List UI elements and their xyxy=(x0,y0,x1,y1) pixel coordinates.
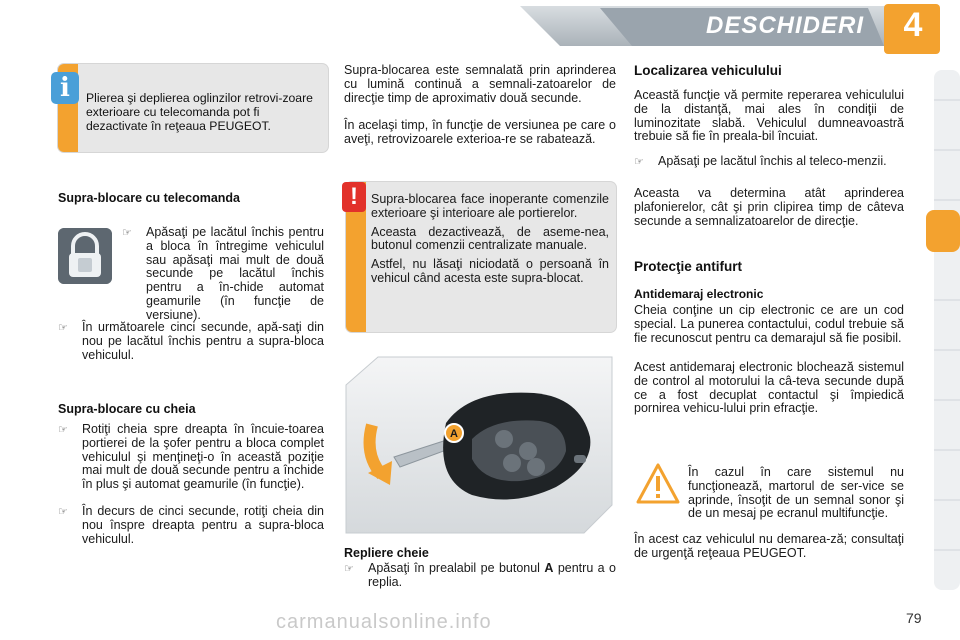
heading-antitheft: Protecţie antifurt xyxy=(634,259,743,274)
immobiliser-paragraph-1: Cheia conţine un cip electronic ce are un cod special. La punerea contactului, codul trebuie să fie recunoscut pentru ca demarajul să fie posibil. xyxy=(634,303,904,345)
no-start-paragraph: În acest caz vehiculul nu demarea-ză; consultaţi de urgenţă reţeaua PEUGEOT. xyxy=(634,532,904,560)
chapter-title: DESCHIDERI xyxy=(705,12,865,39)
heading-fold-key: Repliere cheie xyxy=(344,546,429,560)
fold-bullet-pre: Apăsaţi în prealabil pe butonul xyxy=(368,561,545,575)
info-text: Plierea şi deplierea oglinzilor retrovi-zoare exterioare cu telecomanda pot fi dezactivate în reţeaua PEUGEOT. xyxy=(86,91,313,133)
locate-paragraph-1: Această funcţie vă permite reperarea vehiculului de la distanţă, mai ales în condiţii de luminozitate slabă. Vehiculul dumneavoastră trebuie să fie în preala-bil încuiat. xyxy=(634,88,904,144)
remote-bullet-1-text: Apăsaţi pe lacătul închis pentru a bloca în întregime vehiculul sau apăsaţi mai mult de două secunde pe lacătul închis pentru a în-chide automat geamurile (în funcţie de versiune). xyxy=(146,225,324,322)
bullet-icon: ☞ xyxy=(634,156,644,168)
fold-bullet xyxy=(344,562,616,590)
bullet-icon: ☞ xyxy=(344,563,354,575)
padlock-button-icon xyxy=(58,228,112,284)
locate-bullet-text: Apăsaţi pe lacătul închis al teleco-menzii. xyxy=(658,154,887,168)
warning-icon: ! xyxy=(342,182,366,212)
page-number: 79 xyxy=(906,610,922,626)
key-bullet-2 xyxy=(58,505,324,546)
key-bullet-1-text: Rotiţi cheia spre dreapta în încuie-toarea portierei de la şofer pentru a bloca complet vehiculul şi menţineţi-o în această poziţie mai mult de două secunde pentru a închide în plus şi automat geamurile (în funcţie). xyxy=(82,422,324,492)
button-a-label: A xyxy=(450,428,458,440)
bullet-icon: ☞ xyxy=(58,322,68,334)
key-bullet-2-text: În decurs de cinci secunde, rotiţi cheia din nou înspre dreapta pentru a supra-bloca vehiculul. xyxy=(82,504,324,546)
remote-bullet-2-text: În următoarele cinci secunde, apă-saţi din nou pe lacătul închis pentru a supra-bloca vehiculul. xyxy=(82,320,324,362)
fold-button-ref: A xyxy=(544,561,554,575)
warning-text xyxy=(371,193,609,291)
chapter-number: 4 xyxy=(903,6,923,44)
heading-immobiliser: Antidemaraj electronic xyxy=(634,287,764,301)
bullet-icon: ☞ xyxy=(58,506,68,518)
alert-triangle-icon xyxy=(636,462,680,506)
warning-para-2: Aceasta dezactivează, de aseme-nea, butonul comenzii centralizate manuale. xyxy=(371,224,609,253)
remote-key-illustration xyxy=(344,355,616,535)
remote-bullet-2 xyxy=(58,321,324,362)
info-icon: i xyxy=(51,72,79,104)
fold-bullet-post: pentru a o replia. xyxy=(368,561,617,589)
immobiliser-paragraph-2: Acest antidemaraj electronic blochează sistemul de control al motorului la câ-teva secunde după ce a fost decuplat contactul şi împiedică pornirea vehicu-lului prin efracţie. xyxy=(634,360,904,416)
bullet-icon: ☞ xyxy=(58,424,68,436)
locate-bullet xyxy=(634,155,904,170)
deadlock-signal-paragraph: Supra-blocarea este semnalată prin aprinderea cu lumină continuă a semnali-zatoarelor de direcţie timp de aproximativ două secunde. xyxy=(344,63,616,105)
heading-key-deadlock: Supra-blocare cu cheia xyxy=(58,402,196,416)
locate-paragraph-2: Aceasta va determina atât aprinderea plafonierelor, cât şi prin clipirea timp de câteva secunde a semnalizatoarelor de direcţie. xyxy=(634,186,904,228)
warning-para-3: Astfel, nu lăsaţi niciodată o persoană în vehicul când acesta este supra-blocat. xyxy=(371,257,609,285)
warning-para-1: Supra-blocarea face inoperante comenzile exterioare şi interioare ale portierelor. xyxy=(371,192,609,220)
heading-remote-deadlock: Supra-blocare cu telecomanda xyxy=(58,191,241,205)
fold-bullet-text xyxy=(368,562,616,590)
bullet-icon: ☞ xyxy=(122,227,132,239)
chapter-tab-strip[interactable] xyxy=(926,70,960,590)
mirror-fold-paragraph: În acelaşi timp, în funcţie de versiunea pe care o aveţi, retrovizoarele exterioa-re se rabatează. xyxy=(344,118,616,146)
heading-locate-vehicle: Localizarea vehiculului xyxy=(634,63,782,78)
key-bullet-1 xyxy=(58,423,324,492)
service-warning-paragraph: În cazul în care sistemul nu funcţionează, martorul de ser-vice se aprinde, însoţit de un semnal sonor şi de un mesaj pe ecranul multifuncţie. xyxy=(688,465,904,521)
remote-bullet-1 xyxy=(122,226,324,323)
watermark: carmanualsonline.info xyxy=(276,611,492,633)
